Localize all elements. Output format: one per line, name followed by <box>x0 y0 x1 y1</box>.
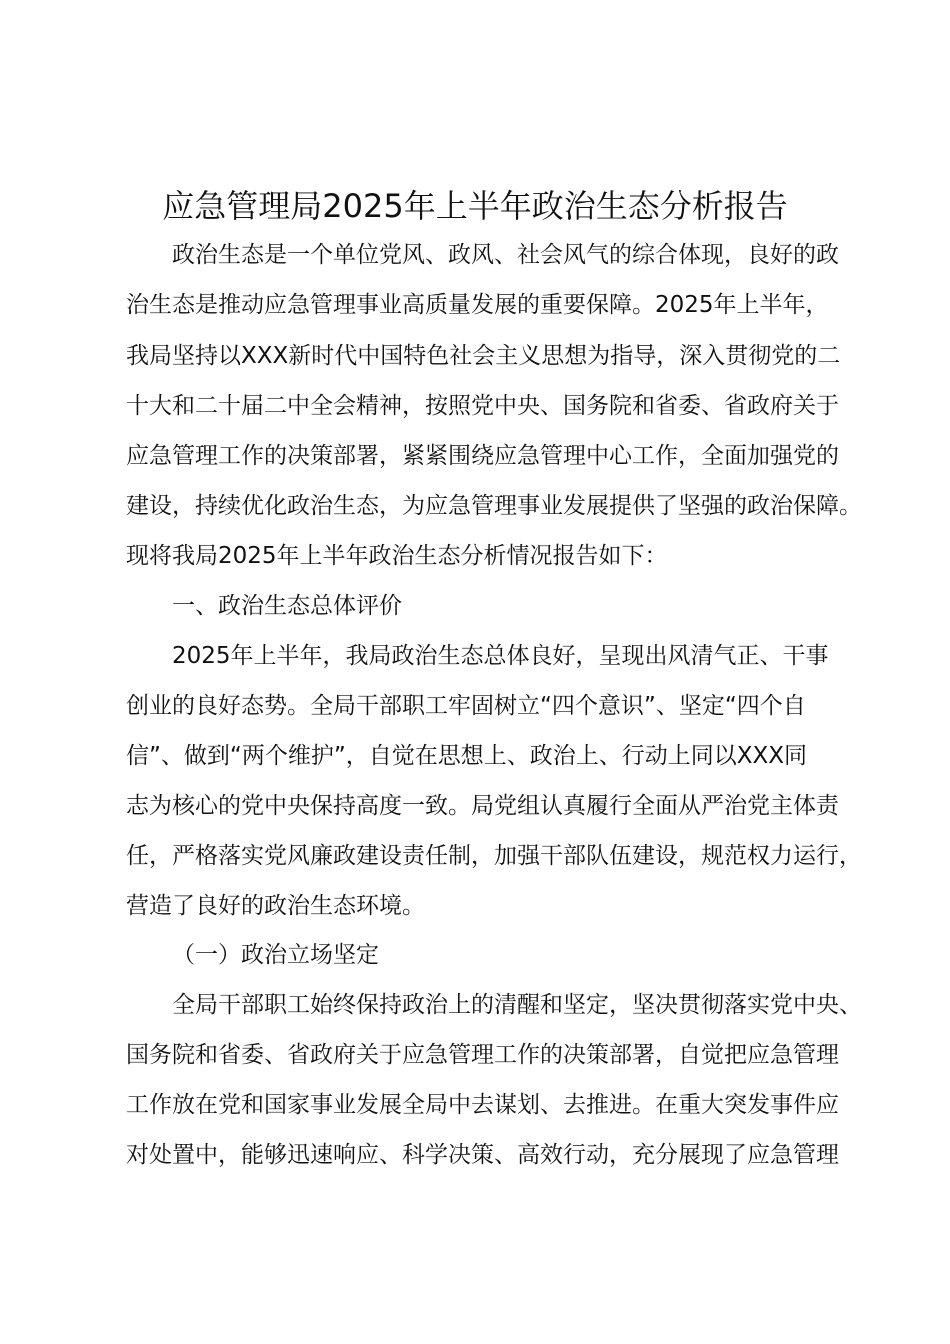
paragraph-line: 创业的良好态势。全局干部职工牢固树立“四个意识”、坚定“四个自 <box>126 693 806 719</box>
paragraph-line: 我局坚持以XXX新时代中国特色社会主义思想为指导，深入贯彻党的二 <box>126 343 841 369</box>
paragraph-line: 对处置中，能够迅速响应、科学决策、高效行动，充分展现了应急管理 <box>126 1142 839 1168</box>
subsection-heading: （一）政治立场坚定 <box>172 942 379 968</box>
paragraph-line: 全局干部职工始终保持政治上的清醒和坚定，坚决贯彻落实党中央、 <box>172 992 862 1018</box>
paragraph-line: 工作放在党和国家事业发展全局中去谋划、去推进。在重大突发事件应 <box>126 1092 839 1118</box>
section-heading: 一、政治生态总体评价 <box>172 593 402 619</box>
paragraph-line: 政治生态是一个单位党风、政风、社会风气的综合体现，良好的政 <box>172 242 839 268</box>
paragraph-line: 2025年上半年，我局政治生态总体良好，呈现出风清气正、干事 <box>172 643 829 669</box>
paragraph-line: 应急管理工作的决策部署，紧紧围绕应急管理中心工作，全面加强党的 <box>126 443 839 469</box>
paragraph-line: 志为核心的党中央保持高度一致。局党组认真履行全面从严治党主体责 <box>126 793 839 819</box>
paragraph-line: 营造了良好的政治生态环境。 <box>126 893 425 919</box>
paragraph-line: 现将我局2025年上半年政治生态分析情况报告如下： <box>126 543 668 569</box>
paragraph-line: 十大和二十届二中全会精神，按照党中央、国务院和省委、省政府关于 <box>126 393 839 419</box>
paragraph-line: 建设，持续优化政治生态，为应急管理事业发展提供了坚强的政治保障。 <box>126 493 862 519</box>
document-title: 应急管理局2025年上半年政治生态分析报告 <box>162 187 788 225</box>
paragraph-line: 信”、做到“两个维护”，自觉在思想上、政治上、行动上同以XXX同 <box>126 743 808 769</box>
paragraph-line: 任，严格落实党风廉政建设责任制，加强干部队伍建设，规范权力运行， <box>126 843 862 869</box>
paragraph-line: 治生态是推动应急管理事业高质量发展的重要保障。2025年上半年， <box>126 292 829 318</box>
paragraph-line: 国务院和省委、省政府关于应急管理工作的决策部署，自觉把应急管理 <box>126 1042 839 1068</box>
